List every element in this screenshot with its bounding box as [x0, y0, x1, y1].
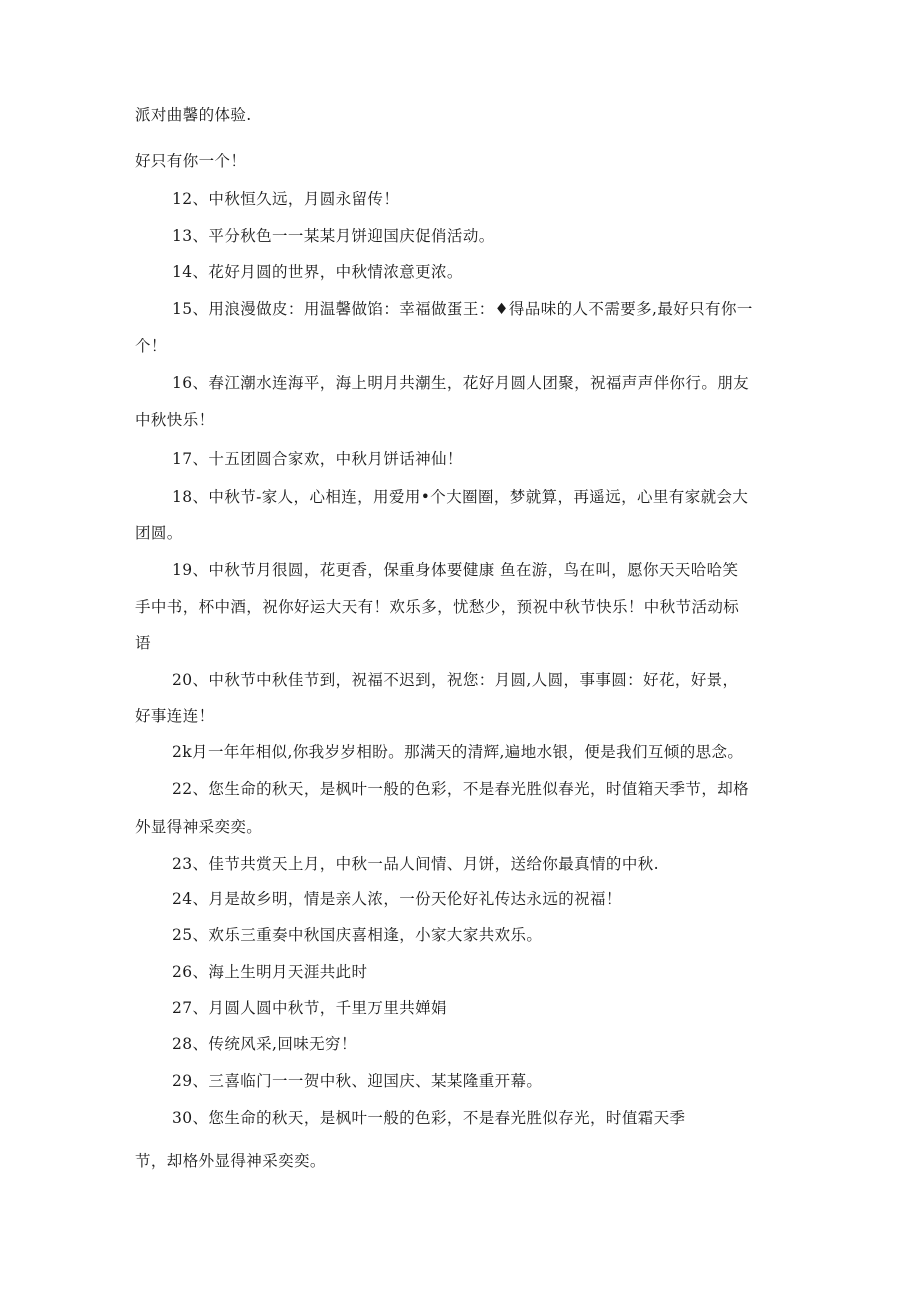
text-line: 16、春江潮水连海平，海上明月共潮生，花好月圆人团聚，祝福声声伴你行。朋友 — [172, 374, 750, 392]
text-line: 30、您生命的秋天，是枫叶一般的色彩，不是春光胜似存光，时值霜天季 — [172, 1109, 686, 1127]
text-line: 17、十五团圆合家欢，中秋月饼话神仙！ — [172, 450, 463, 468]
text-line: 中秋快乐！ — [135, 411, 215, 429]
text-line: 节，却格外显得神采奕奕。 — [135, 1152, 326, 1170]
text-line: 外显得神采奕奕。 — [135, 818, 263, 836]
text-line: 团圆。 — [135, 524, 183, 542]
text-line: 29、三喜临门一一贺中秋、迎国庆、某某隆重开幕。 — [172, 1072, 543, 1090]
text-line: 2k月一年年相似,你我岁岁相盼。那满天的清辉,遍地水银，便是我们互倾的思念。 — [172, 743, 744, 761]
text-line: 派对曲馨的体验. — [135, 106, 252, 124]
text-line: 23、佳节共赏天上月，中秋一品人间情、月饼，送给你最真情的中秋. — [172, 855, 659, 873]
text-line: 22、您生命的秋天，是枫叶一般的色彩，不是春光胜似春光，时值箱天季节，却格 — [172, 780, 750, 798]
text-line: 语 — [135, 634, 151, 652]
text-line: 14、花好月圆的世界，中秋情浓意更浓。 — [172, 263, 463, 281]
text-line: 手中书，杯中酒，祝你好运大天有！欢乐多，忧愁少，预祝中秋节快乐！中秋节活动标 — [135, 598, 740, 616]
text-line: 26、海上生明月天涯共此时 — [172, 963, 368, 981]
text-line: 15、用浪漫做皮：用温馨做馅：幸福做蛋王：♦得品味的人不需要多,最好只有你一 — [172, 300, 753, 318]
text-line: 28、传统风采,回味无穷！ — [172, 1035, 357, 1053]
text-line: 25、欢乐三重奏中秋国庆喜相逢，小家大家共欢乐。 — [172, 926, 543, 944]
text-line: 13、平分秋色一一某某月饼迎国庆促俏活动。 — [172, 227, 495, 245]
text-line: 个！ — [135, 337, 167, 355]
text-line: 18、中秋节-家人，心相连，用爱用•个大圈圈，梦就算，再遥远，心里有家就会大 — [172, 488, 749, 506]
text-line: 27、月圆人圆中秋节，千里万里共婵娟 — [172, 999, 447, 1017]
text-line: 19、中秋节月很圆，花更香，保重身体要健康 鱼在游，鸟在叫，愿你天天哈哈笑 — [172, 561, 739, 579]
text-line: 12、中秋恒久远，月圆永留传！ — [172, 190, 400, 208]
text-line: 24、月是故乡明，情是亲人浓，一份天伦好礼传达永远的祝福！ — [172, 890, 622, 908]
text-line: 20、中秋节中秋佳节到，祝福不迟到，祝您：月圆,人圆，事事圆：好花，好景， — [172, 671, 739, 689]
text-line: 好事连连！ — [135, 707, 215, 725]
text-line: 好只有你一个！ — [135, 152, 247, 170]
